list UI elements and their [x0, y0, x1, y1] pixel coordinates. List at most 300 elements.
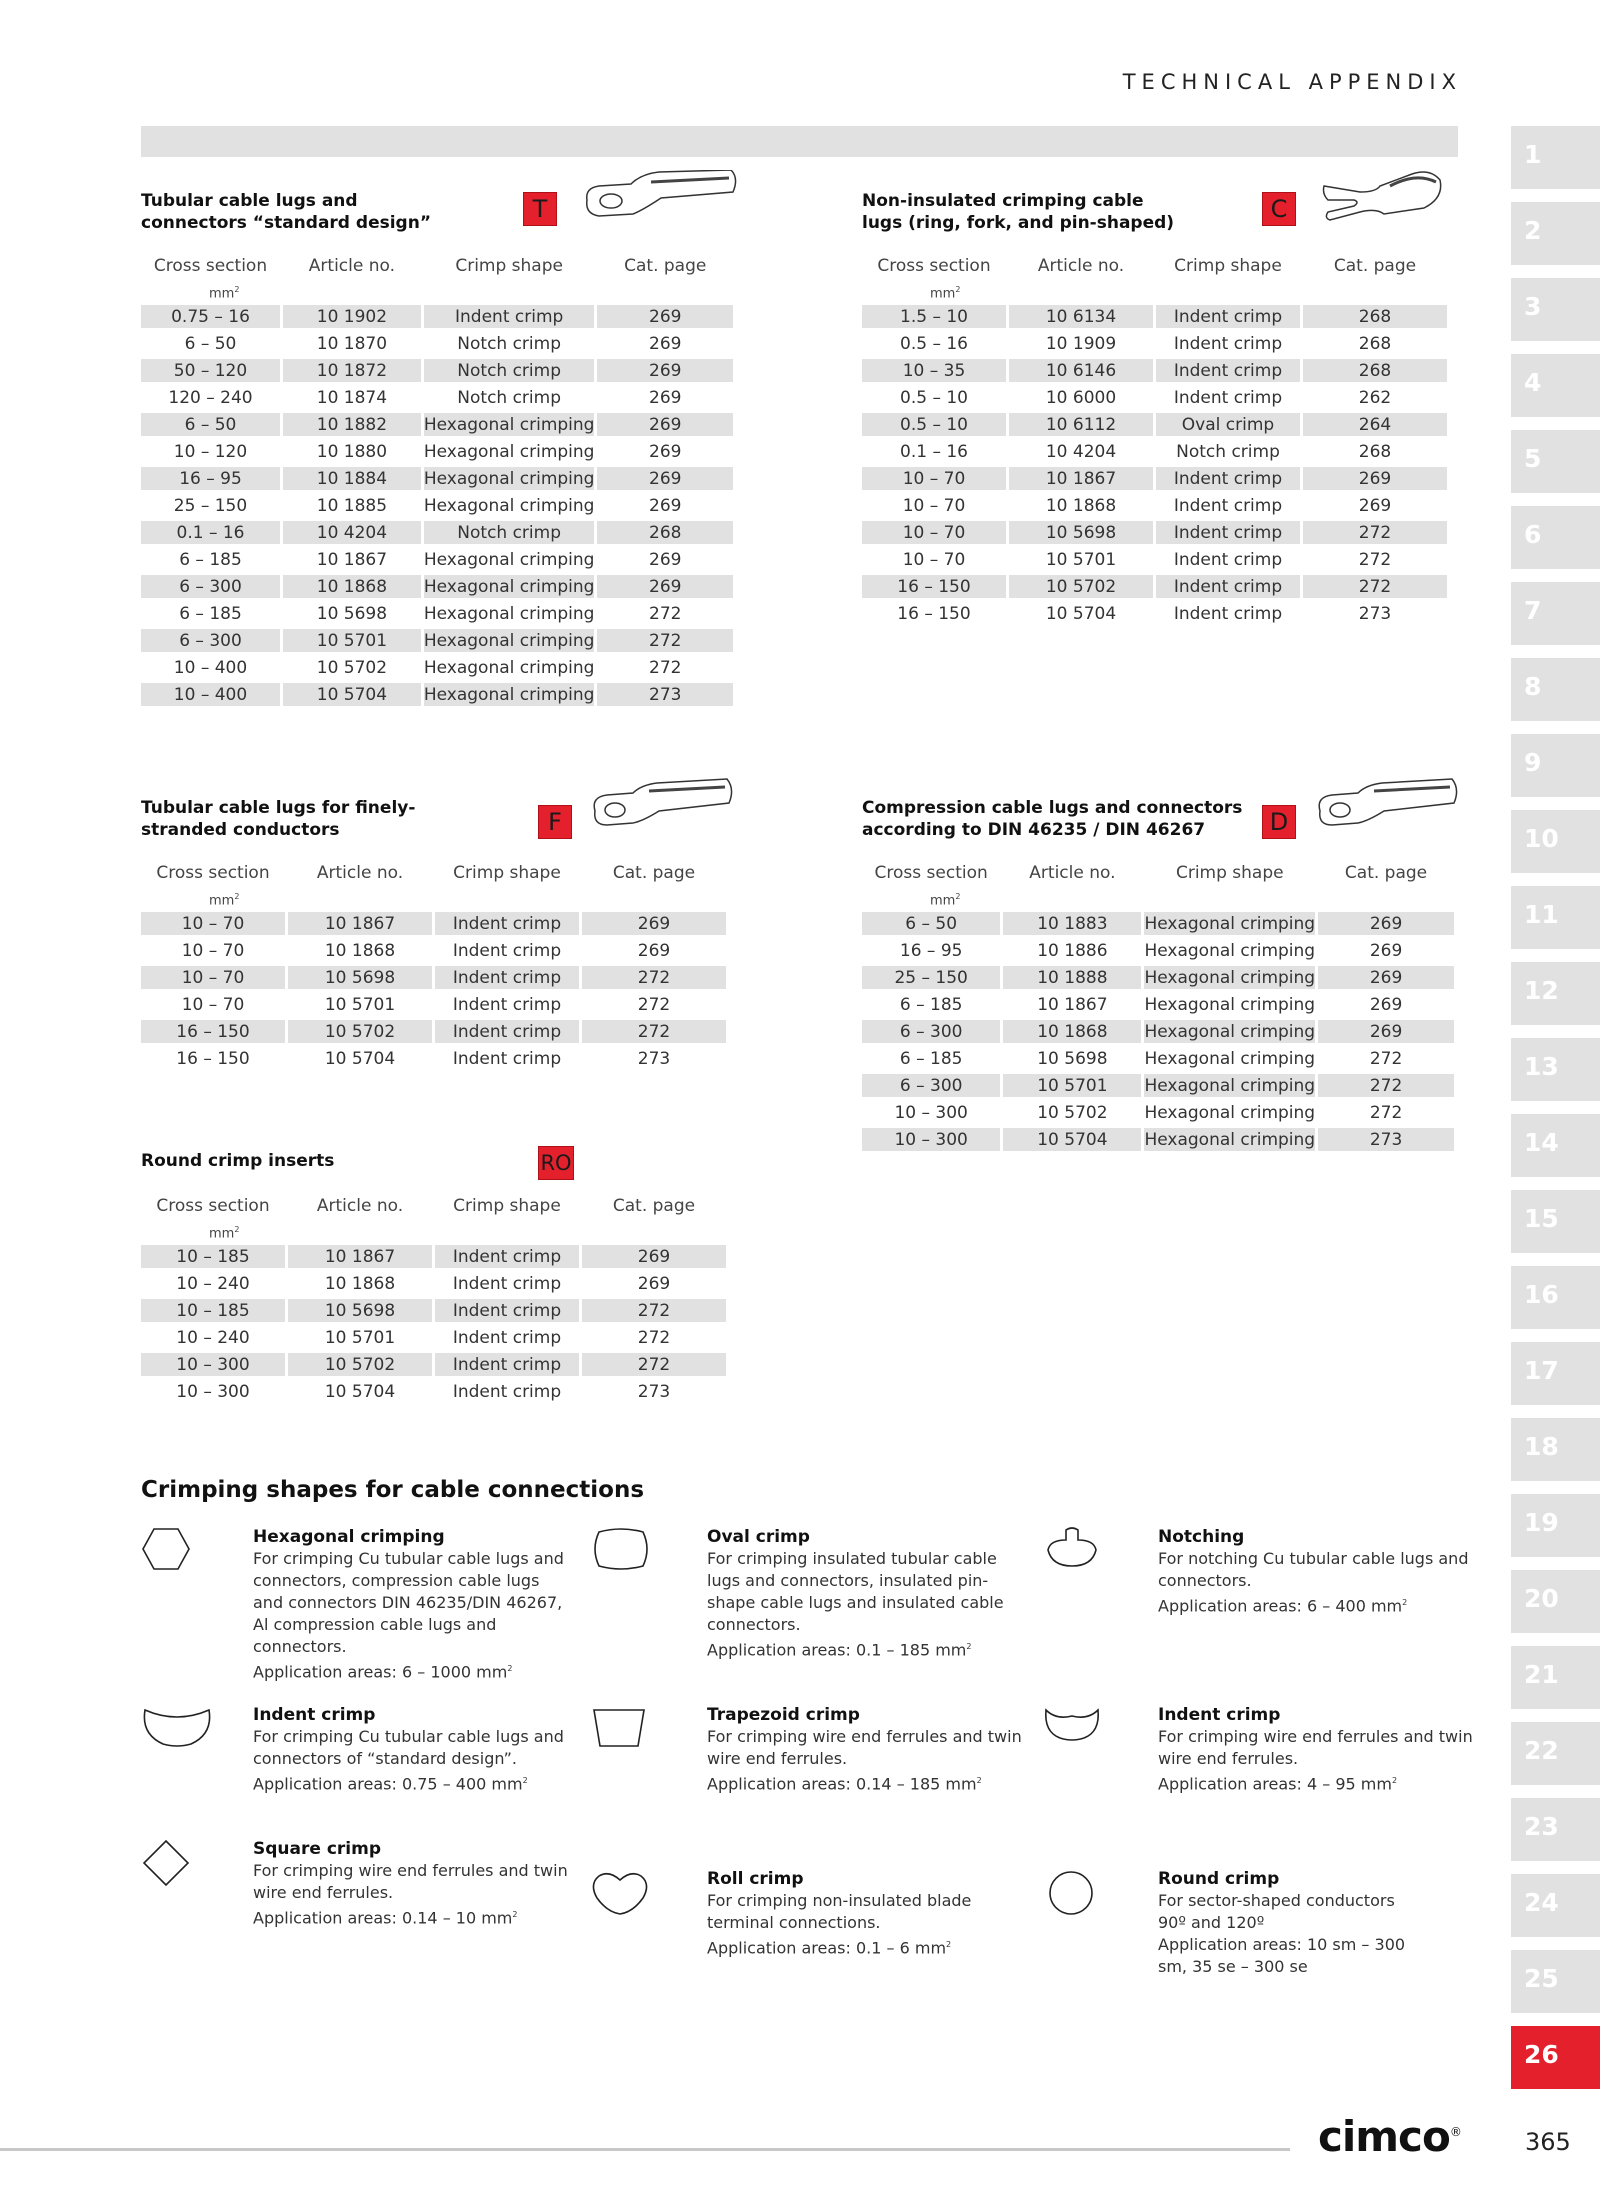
- table-cell: Hexagonal crimping: [423, 657, 595, 678]
- table-cell: 273: [1318, 1128, 1454, 1151]
- table-cell: 10 1868: [1045, 495, 1117, 516]
- shape-description: For crimping insulated tubular cable lugs and connectors, insulated pin-shape cable lugs and insulated cable connectors.: [707, 1549, 1004, 1634]
- table-cell: 10 – 400: [141, 683, 280, 706]
- table-cell: 10 5701: [324, 994, 396, 1015]
- page-number: 365: [1525, 2128, 1571, 2156]
- table-cell: 10 1868: [1003, 1020, 1141, 1043]
- chapter-tab-25[interactable]: 25: [1511, 1950, 1600, 2013]
- table-row: [141, 993, 726, 1016]
- table-cell: Notch crimp: [1176, 441, 1280, 462]
- column-header: Article no.: [308, 256, 396, 276]
- shape-title: Indent crimp: [253, 1705, 376, 1725]
- section-title: Compression cable lugs and connectors according to DIN 46235 / DIN 46267: [862, 798, 1243, 840]
- column-header: Cross section: [877, 256, 991, 276]
- table-cell: 25 – 150: [173, 495, 248, 516]
- table-cell: 10 1874: [316, 387, 388, 408]
- table-cell: 272: [637, 994, 671, 1015]
- table-cell: 0.75 – 16: [141, 305, 280, 328]
- table-row: [141, 683, 733, 706]
- table-cell: Indent crimp: [1156, 359, 1300, 382]
- table-cell: 0.5 – 16: [900, 333, 968, 354]
- chapter-tab-3[interactable]: 3: [1511, 278, 1600, 341]
- table-row: [862, 1074, 1454, 1097]
- table-cell: Notch crimp: [457, 333, 561, 354]
- badge-ro: RO: [538, 1146, 574, 1180]
- table-cell: Indent crimp: [435, 1245, 579, 1268]
- table-cell: 269: [649, 441, 682, 462]
- table-row: [141, 602, 733, 625]
- table-cell: 10 5704: [1045, 603, 1117, 624]
- table-cell: Indent crimp: [435, 1353, 579, 1376]
- table-row: [862, 1047, 1454, 1070]
- chapter-tab-16[interactable]: 16: [1511, 1266, 1600, 1329]
- table-cell: Hexagonal crimping: [423, 495, 595, 516]
- table-cell: 273: [597, 683, 733, 706]
- table-cell: 272: [582, 1353, 726, 1376]
- column-header: Cross section: [156, 863, 270, 883]
- table-cell: 10 1884: [283, 467, 421, 490]
- table-cell: 264: [1303, 413, 1447, 436]
- table-cell: 273: [637, 1048, 671, 1069]
- table-cell: 10 1872: [283, 359, 421, 382]
- shape-description: For crimping Cu tubular cable lugs and connectors, compression cable lugs and connectors DIN 46235/DIN 46267, Al compression cable lugs and connectors.: [253, 1549, 564, 1656]
- table-cell: 10 1885: [316, 495, 388, 516]
- column-header: Crimp shape: [1174, 256, 1282, 276]
- table-cell: 6 – 185: [179, 549, 242, 570]
- table-row: [141, 575, 733, 598]
- table-cell: 272: [1369, 1102, 1403, 1123]
- table-cell: 10 – 185: [141, 1299, 285, 1322]
- table-cell: 10 5698: [288, 1299, 432, 1322]
- table-cell: Indent crimp: [1156, 305, 1300, 328]
- table-cell: 269: [1318, 912, 1454, 935]
- table-row: [141, 1245, 726, 1268]
- chapter-tab-21[interactable]: 21: [1511, 1646, 1600, 1709]
- table-cell: Indent crimp: [1156, 467, 1300, 490]
- table-cell: 272: [582, 1020, 726, 1043]
- table-cell: Hexagonal crimping: [1144, 994, 1316, 1015]
- table-cell: 10 1880: [316, 441, 388, 462]
- round-icon: [1046, 1868, 1096, 1918]
- table-cell: Indent crimp: [435, 912, 579, 935]
- chapter-tab-7[interactable]: 7: [1511, 582, 1600, 645]
- chapter-tab-11[interactable]: 11: [1511, 886, 1600, 949]
- table-cell: Indent crimp: [1173, 333, 1283, 354]
- table-row: [141, 1353, 726, 1376]
- tubular-lug-icon: [581, 170, 741, 230]
- column-header: Cat. page: [624, 256, 707, 276]
- table-cell: 10 – 300: [862, 1128, 1000, 1151]
- shape-hexagonal: [253, 1526, 573, 1683]
- table-cell: 269: [637, 1273, 671, 1294]
- table-cell: 10 – 70: [862, 467, 1006, 490]
- badge-d: D: [1262, 805, 1296, 839]
- table-cell: 16 – 150: [176, 1048, 250, 1069]
- table-cell: 268: [1303, 305, 1447, 328]
- table-cell: 272: [1318, 1074, 1454, 1097]
- table-cell: 10 5698: [1009, 521, 1153, 544]
- table-cell: Hexagonal crimping: [423, 684, 595, 705]
- column-header: Crimp shape: [453, 1196, 561, 1216]
- table-cell: Indent crimp: [452, 1273, 562, 1294]
- column-header: Article no.: [316, 1196, 404, 1216]
- table-cell: 16 – 150: [897, 603, 971, 624]
- table-cell: Hexagonal crimping: [423, 441, 595, 462]
- table-cell: 10 5704: [283, 683, 421, 706]
- table-cell: 272: [582, 1299, 726, 1322]
- shape-application: Application areas: 6 – 1000 $mm^2$: [253, 1662, 513, 1682]
- column-header: Article no.: [1029, 863, 1116, 883]
- table-row: [141, 912, 726, 935]
- unit-text: mm: [209, 893, 235, 909]
- table-row: [862, 993, 1454, 1016]
- shape-title: Notching: [1158, 1527, 1245, 1547]
- table-cell: 268: [597, 521, 733, 544]
- table-cell: 25 – 150: [862, 966, 1000, 989]
- table-cell: 6 – 300: [862, 1020, 1000, 1043]
- application-text: Application areas: 0.75 – 400 mm: [253, 1774, 523, 1794]
- table-cell: 10 – 35: [862, 359, 1006, 382]
- unit-text: mm: [209, 1226, 235, 1242]
- table-cell: Indent crimp: [1173, 603, 1283, 624]
- table-row: [862, 548, 1447, 571]
- table-row: [141, 359, 733, 382]
- table-cell: 10 5702: [316, 657, 388, 678]
- table-cell: 6 – 50: [862, 912, 1000, 935]
- chapter-tab-1[interactable]: 1: [1511, 126, 1600, 189]
- table-cell: 269: [582, 912, 726, 935]
- table-cell: 272: [1369, 1048, 1403, 1069]
- chapter-tab-12[interactable]: 12: [1511, 962, 1600, 1025]
- chapter-tab-13[interactable]: 13: [1511, 1038, 1600, 1101]
- table-cell: 272: [597, 629, 733, 652]
- unit-label: $mm^2$: [209, 1225, 240, 1242]
- table-cell: Hexagonal crimping: [1144, 940, 1316, 961]
- hexagon-icon: [141, 1526, 191, 1572]
- table-cell: 0.1 – 16: [141, 521, 280, 544]
- table-cell: 269: [597, 359, 733, 382]
- unit-text: mm: [209, 286, 235, 302]
- table-row: [862, 966, 1454, 989]
- table-cell: 262: [1358, 387, 1392, 408]
- table-cell: 10 – 400: [173, 657, 248, 678]
- table-cell: Hexagonal crimping: [1144, 913, 1316, 934]
- chapter-tab-17[interactable]: 17: [1511, 1342, 1600, 1405]
- shape-application: Application areas: 6 – 400 $mm^2$: [1158, 1596, 1408, 1616]
- table-cell: 50 – 120: [141, 359, 280, 382]
- fork-lug-icon: [1320, 168, 1450, 234]
- application-text: Application areas: 0.1 – 6 mm: [707, 1938, 947, 1958]
- column-header: Cat. page: [612, 1196, 696, 1216]
- table-cell: 6 – 185: [899, 1048, 963, 1069]
- shape-trapezoid: [707, 1704, 1027, 1795]
- table-cell: 272: [1303, 575, 1447, 598]
- column-header: Cat. page: [1333, 256, 1417, 276]
- application-text: Application areas: 6 – 1000 mm: [253, 1662, 508, 1682]
- trapezoid-icon: [591, 1704, 647, 1750]
- table-row: [862, 575, 1447, 598]
- table-cell: 6 – 300: [141, 575, 280, 598]
- page-header-title: TECHNICAL APPENDIX: [1122, 70, 1462, 94]
- table-cell: 10 5698: [288, 966, 432, 989]
- table-row: [862, 440, 1447, 463]
- table-row: [141, 1299, 726, 1322]
- table-cell: 10 6000: [1045, 387, 1117, 408]
- chapter-tab-22[interactable]: 22: [1511, 1722, 1600, 1785]
- table-row: [141, 1326, 726, 1349]
- table-row: [862, 494, 1447, 517]
- unit-label: $mm^2$: [209, 285, 240, 302]
- table-cell: 10 1867: [1009, 467, 1153, 490]
- table-cell: 10 1888: [1003, 966, 1141, 989]
- column-header: Crimp shape: [455, 256, 563, 276]
- shape-title: Roll crimp: [707, 1869, 804, 1889]
- shape-round: [1158, 1868, 1478, 1978]
- chapter-tab-2[interactable]: 2: [1511, 202, 1600, 265]
- compression-lug-icon: [1312, 777, 1462, 837]
- table-tubular-standard: [138, 252, 736, 710]
- table-cell: 16 – 95: [141, 467, 280, 490]
- table-cell: 10 – 300: [176, 1381, 250, 1402]
- table-cell: 10 5702: [1037, 1102, 1108, 1123]
- table-cell: 10 5701: [1003, 1074, 1141, 1097]
- shape-roll: [707, 1868, 1027, 1959]
- table-row: [141, 548, 733, 571]
- indent-ferrule-icon: [1042, 1704, 1102, 1750]
- table-cell: Indent crimp: [435, 1299, 579, 1322]
- table-cell: 10 5701: [1045, 549, 1117, 570]
- table-cell: 0.1 – 16: [900, 441, 968, 462]
- column-header: Cross section: [156, 1196, 270, 1216]
- table-cell: Indent crimp: [435, 966, 579, 989]
- shape-title: Round crimp: [1158, 1869, 1280, 1889]
- table-cell: 10 – 300: [894, 1102, 968, 1123]
- section-title: Tubular cable lugs for finely-stranded conductors: [141, 798, 416, 840]
- table-cell: Hexagonal crimping: [423, 603, 595, 624]
- table-cell: 272: [1358, 549, 1392, 570]
- table-cell: 269: [597, 467, 733, 490]
- chapter-tab-20[interactable]: 20: [1511, 1570, 1600, 1633]
- header-bar: [141, 126, 1458, 157]
- chapter-tab-15[interactable]: 15: [1511, 1190, 1600, 1253]
- shape-notching: [1158, 1526, 1478, 1617]
- roll-icon: [589, 1868, 651, 1918]
- application-text: Application areas: 0.14 – 185 mm: [707, 1774, 977, 1794]
- shape-oval: [707, 1526, 1027, 1661]
- table-row: [141, 1047, 726, 1070]
- table-cell: Indent crimp: [435, 1020, 579, 1043]
- table-row: [141, 966, 726, 989]
- table-cell: 269: [649, 333, 682, 354]
- table-row: [862, 359, 1447, 382]
- chapter-tab-9[interactable]: 9: [1511, 734, 1600, 797]
- section-title: Non-insulated crimping cable lugs (ring, fork, and pin-shaped): [862, 191, 1175, 233]
- footer-line: [0, 2148, 1290, 2151]
- chapter-tab-14[interactable]: 14: [1511, 1114, 1600, 1177]
- table-row: [141, 521, 733, 544]
- table-row: [862, 467, 1447, 490]
- section-title: Round crimp inserts: [141, 1151, 335, 1171]
- table-cell: 269: [1318, 1020, 1454, 1043]
- table-cell: 10 – 70: [141, 912, 285, 935]
- table-cell: 10 1909: [1045, 333, 1117, 354]
- table-cell: 1.5 – 10: [862, 305, 1006, 328]
- table-cell: 10 1886: [1037, 940, 1108, 961]
- shape-application: Application areas: 10 sm – 300 sm, 35 se – 300 se: [1158, 1935, 1406, 1976]
- table-cell: 272: [1303, 521, 1447, 544]
- table-cell: 269: [582, 1245, 726, 1268]
- table-cell: 10 – 185: [141, 1245, 285, 1268]
- chapter-tab-4[interactable]: 4: [1511, 354, 1600, 417]
- table-cell: Hexagonal crimping: [1144, 1102, 1316, 1123]
- table-row: [141, 1380, 726, 1403]
- shape-description: For crimping wire end ferrules and twin wire end ferrules.: [253, 1861, 568, 1902]
- table-row: [862, 332, 1447, 355]
- logo-text: cimco: [1318, 2112, 1450, 2161]
- table-cell: 6 – 50: [184, 333, 237, 354]
- table-cell: 10 5702: [1009, 575, 1153, 598]
- chapter-tab-23[interactable]: 23: [1511, 1798, 1600, 1861]
- table-cell: 16 – 150: [141, 1020, 285, 1043]
- table-cell: Notch crimp: [424, 359, 595, 382]
- table-cell: 10 – 120: [173, 441, 248, 462]
- table-row: [862, 1020, 1454, 1043]
- square-icon: [141, 1838, 191, 1888]
- table-row: [862, 521, 1447, 544]
- table-cell: 0.5 – 10: [900, 387, 968, 408]
- table-cell: Indent crimp: [452, 1327, 562, 1348]
- table-cell: 10 – 70: [181, 994, 245, 1015]
- shape-description: For notching Cu tubular cable lugs and connectors.: [1158, 1549, 1469, 1590]
- table-round-crimp-inserts: [138, 1192, 729, 1407]
- column-header: Crimp shape: [453, 863, 561, 883]
- chapter-tab-6[interactable]: 6: [1511, 506, 1600, 569]
- chapter-tab-5[interactable]: 5: [1511, 430, 1600, 493]
- table-cell: 10 – 240: [176, 1273, 250, 1294]
- table-cell: Indent crimp: [1156, 575, 1300, 598]
- table-row: [862, 1128, 1454, 1151]
- table-row: [862, 386, 1447, 409]
- table-row: [862, 305, 1447, 328]
- section-title: Tubular cable lugs and connectors “standard design”: [141, 191, 431, 233]
- shape-title: Oval crimp: [707, 1527, 810, 1547]
- table-cell: 6 – 50: [141, 413, 280, 436]
- badge-c: C: [1262, 192, 1296, 226]
- column-header: Article no.: [316, 863, 404, 883]
- table-cell: 269: [649, 387, 682, 408]
- table-row: [862, 912, 1454, 935]
- table-row: [141, 413, 733, 436]
- table-cell: 268: [1303, 359, 1447, 382]
- table-cell: Hexagonal crimping: [423, 576, 595, 597]
- table-cell: 10 1867: [288, 1245, 432, 1268]
- table-cell: 269: [597, 413, 733, 436]
- table-cell: Hexagonal crimping: [423, 468, 595, 489]
- table-cell: Notch crimp: [457, 387, 561, 408]
- unit-label: $mm^2$: [209, 892, 240, 909]
- shape-application: Application areas: 0.1 – 185 $mm^2$: [707, 1640, 972, 1660]
- shape-application: Application areas: 0.75 – 400 $mm^2$: [253, 1774, 528, 1794]
- application-text: Application areas: 0.1 – 185 mm: [707, 1640, 967, 1660]
- table-cell: 10 1882: [283, 413, 421, 436]
- table-cell: 273: [1358, 603, 1392, 624]
- unit-text: mm: [930, 893, 956, 909]
- table-cell: 16 – 95: [899, 940, 963, 961]
- table-row: [141, 332, 733, 355]
- table-cell: Indent crimp: [1156, 521, 1300, 544]
- table-cell: Hexagonal crimping: [1144, 1129, 1316, 1150]
- table-cell: 10 – 70: [862, 521, 1006, 544]
- shape-description: For crimping Cu tubular cable lugs and connectors of “standard design”.: [253, 1727, 564, 1768]
- table-cell: Indent crimp: [1173, 387, 1283, 408]
- shape-description: For crimping wire end ferrules and twin wire end ferrules.: [1158, 1727, 1473, 1768]
- table-cell: 10 1902: [283, 305, 421, 328]
- table-cell: 10 5704: [1003, 1128, 1141, 1151]
- table-cell: 10 4204: [1045, 441, 1117, 462]
- table-cell: Hexagonal crimping: [1144, 1048, 1316, 1069]
- oval-icon: [589, 1526, 653, 1572]
- application-text: Application areas: 6 – 400 mm: [1158, 1596, 1403, 1616]
- table-cell: 269: [1318, 966, 1454, 989]
- table-row: [141, 656, 733, 679]
- table-cell: 10 5704: [324, 1381, 396, 1402]
- table-cell: 10 – 70: [181, 940, 245, 961]
- table-cell: Indent crimp: [1173, 495, 1283, 516]
- table-cell: 269: [1303, 467, 1447, 490]
- shape-title: Indent crimp: [1158, 1705, 1281, 1725]
- badge-t: T: [523, 192, 557, 226]
- cimco-logo: cimco®: [1318, 2112, 1461, 2161]
- table-cell: 10 1868: [324, 940, 396, 961]
- table-cell: 10 – 70: [902, 495, 966, 516]
- table-cell: Indent crimp: [452, 940, 562, 961]
- table-row: [141, 939, 726, 962]
- tubular-lug-icon: [587, 777, 737, 837]
- table-cell: Hexagonal crimping: [1144, 1021, 1316, 1042]
- table-cell: 269: [649, 495, 682, 516]
- chapter-tab-10[interactable]: 10: [1511, 810, 1600, 873]
- column-header: Cat. page: [612, 863, 696, 883]
- chapter-tab-18[interactable]: 18: [1511, 1418, 1600, 1481]
- unit-text: mm: [930, 286, 956, 302]
- application-text: Application areas: 4 – 95 mm: [1158, 1774, 1392, 1794]
- table-row: [141, 440, 733, 463]
- table-cell: 10 1867: [316, 549, 388, 570]
- crimping-shapes-heading: Crimping shapes for cable connections: [141, 1477, 645, 1503]
- chapter-tab-8[interactable]: 8: [1511, 658, 1600, 721]
- table-cell: 6 – 185: [899, 994, 963, 1015]
- table-cell: 10 6134: [1009, 305, 1153, 328]
- shape-title: Square crimp: [253, 1839, 381, 1859]
- table-cell: 272: [582, 966, 726, 989]
- chapter-tab-24[interactable]: 24: [1511, 1874, 1600, 1937]
- table-cell: 272: [649, 657, 682, 678]
- column-header: Cat. page: [1344, 863, 1428, 883]
- table-cell: 10 1883: [1003, 912, 1141, 935]
- table-cell: 10 1868: [283, 575, 421, 598]
- table-cell: 10 1867: [288, 912, 432, 935]
- chapter-tab-26[interactable]: 26: [1511, 2026, 1600, 2089]
- table-row: [862, 1101, 1454, 1124]
- table-row: [141, 629, 733, 652]
- chapter-tab-19[interactable]: 19: [1511, 1494, 1600, 1557]
- notch-icon: [1042, 1526, 1102, 1572]
- table-cell: Hexagonal crimping: [423, 549, 595, 570]
- table-cell: 269: [649, 549, 682, 570]
- table-cell: 272: [649, 603, 682, 624]
- shape-application: Application areas: 0.1 – 6 $mm^2$: [707, 1938, 952, 1958]
- table-cell: Indent crimp: [424, 305, 595, 328]
